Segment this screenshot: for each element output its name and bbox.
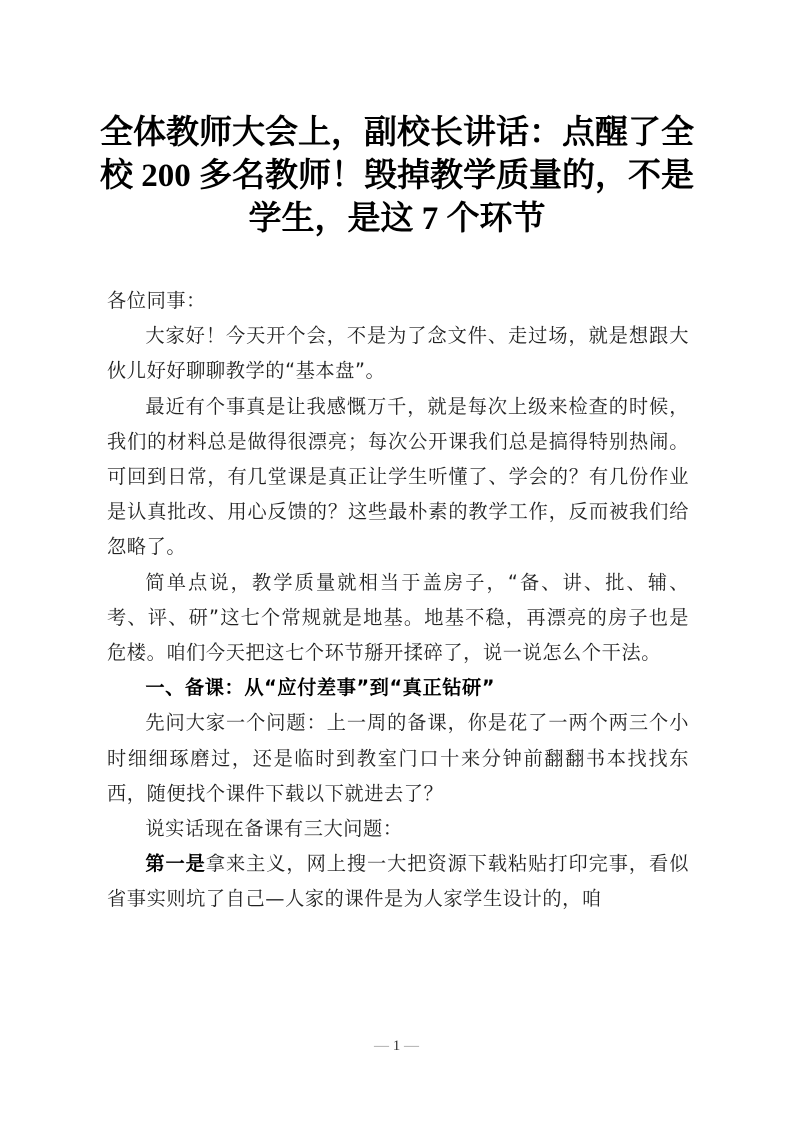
page-number: 1 xyxy=(392,1038,401,1054)
point-1-text: 拿来主义，网上搜一大把资源下载粘贴打印完事，看似省事实则坑了自己—人家的课件是为人家学生设计的，咱 xyxy=(107,852,689,911)
paragraph-question: 先问大家一个问题：上一周的备课，你是花了一两个两三个小时细细琢磨过，还是临时到教室门口十来分钟前翻翻书本找找东西，随便找个课件下载以下就进去了？ xyxy=(107,711,689,805)
paragraph-point-1 xyxy=(107,846,689,916)
page-footer xyxy=(0,1038,793,1055)
paragraph-observation: 最近有个事真是让我感慨万千，就是每次上级来检查的时候，我们的材料总是做得很漂亮；每次公开课我们总是搞得特别热闹。可回到日常，有几堂课是真正让学生听懂了、学会的？有几份作业是认真批改、用心反馈的？这些最朴素的教学工作，反而被我们给忽略了。 xyxy=(107,394,689,559)
salutation: 各位同事： xyxy=(107,289,206,312)
document-body xyxy=(107,283,689,917)
paragraph-intro: 大家好！今天开个会，不是为了念文件、走过场，就是想跟大伙儿好好聊聊教学的“基本盘”。 xyxy=(107,324,689,383)
section-heading-lesson-prep: 一、备课：从“应付差事”到“真正钻研” xyxy=(145,676,496,700)
footer-dash-right: — xyxy=(404,1038,419,1054)
footer-dash-left: — xyxy=(374,1038,389,1054)
paragraph-problems-intro: 说实话现在备课有三大问题： xyxy=(145,817,403,841)
paragraph-analogy: 简单点说，教学质量就相当于盖房子，“备、讲、批、辅、考、评、研”这七个常规就是地基。地基不稳，再漂亮的房子也是危楼。咱们今天把这七个环节掰开揉碎了，说一说怎么个干法。 xyxy=(107,570,689,665)
point-1-lead: 第一是 xyxy=(145,852,206,876)
document-title: 全体教师大会上，副校长讲话：点醒了全校 200 多名教师！毁掉教学质量的，不是学生，是这 7 个环节 xyxy=(100,115,694,237)
